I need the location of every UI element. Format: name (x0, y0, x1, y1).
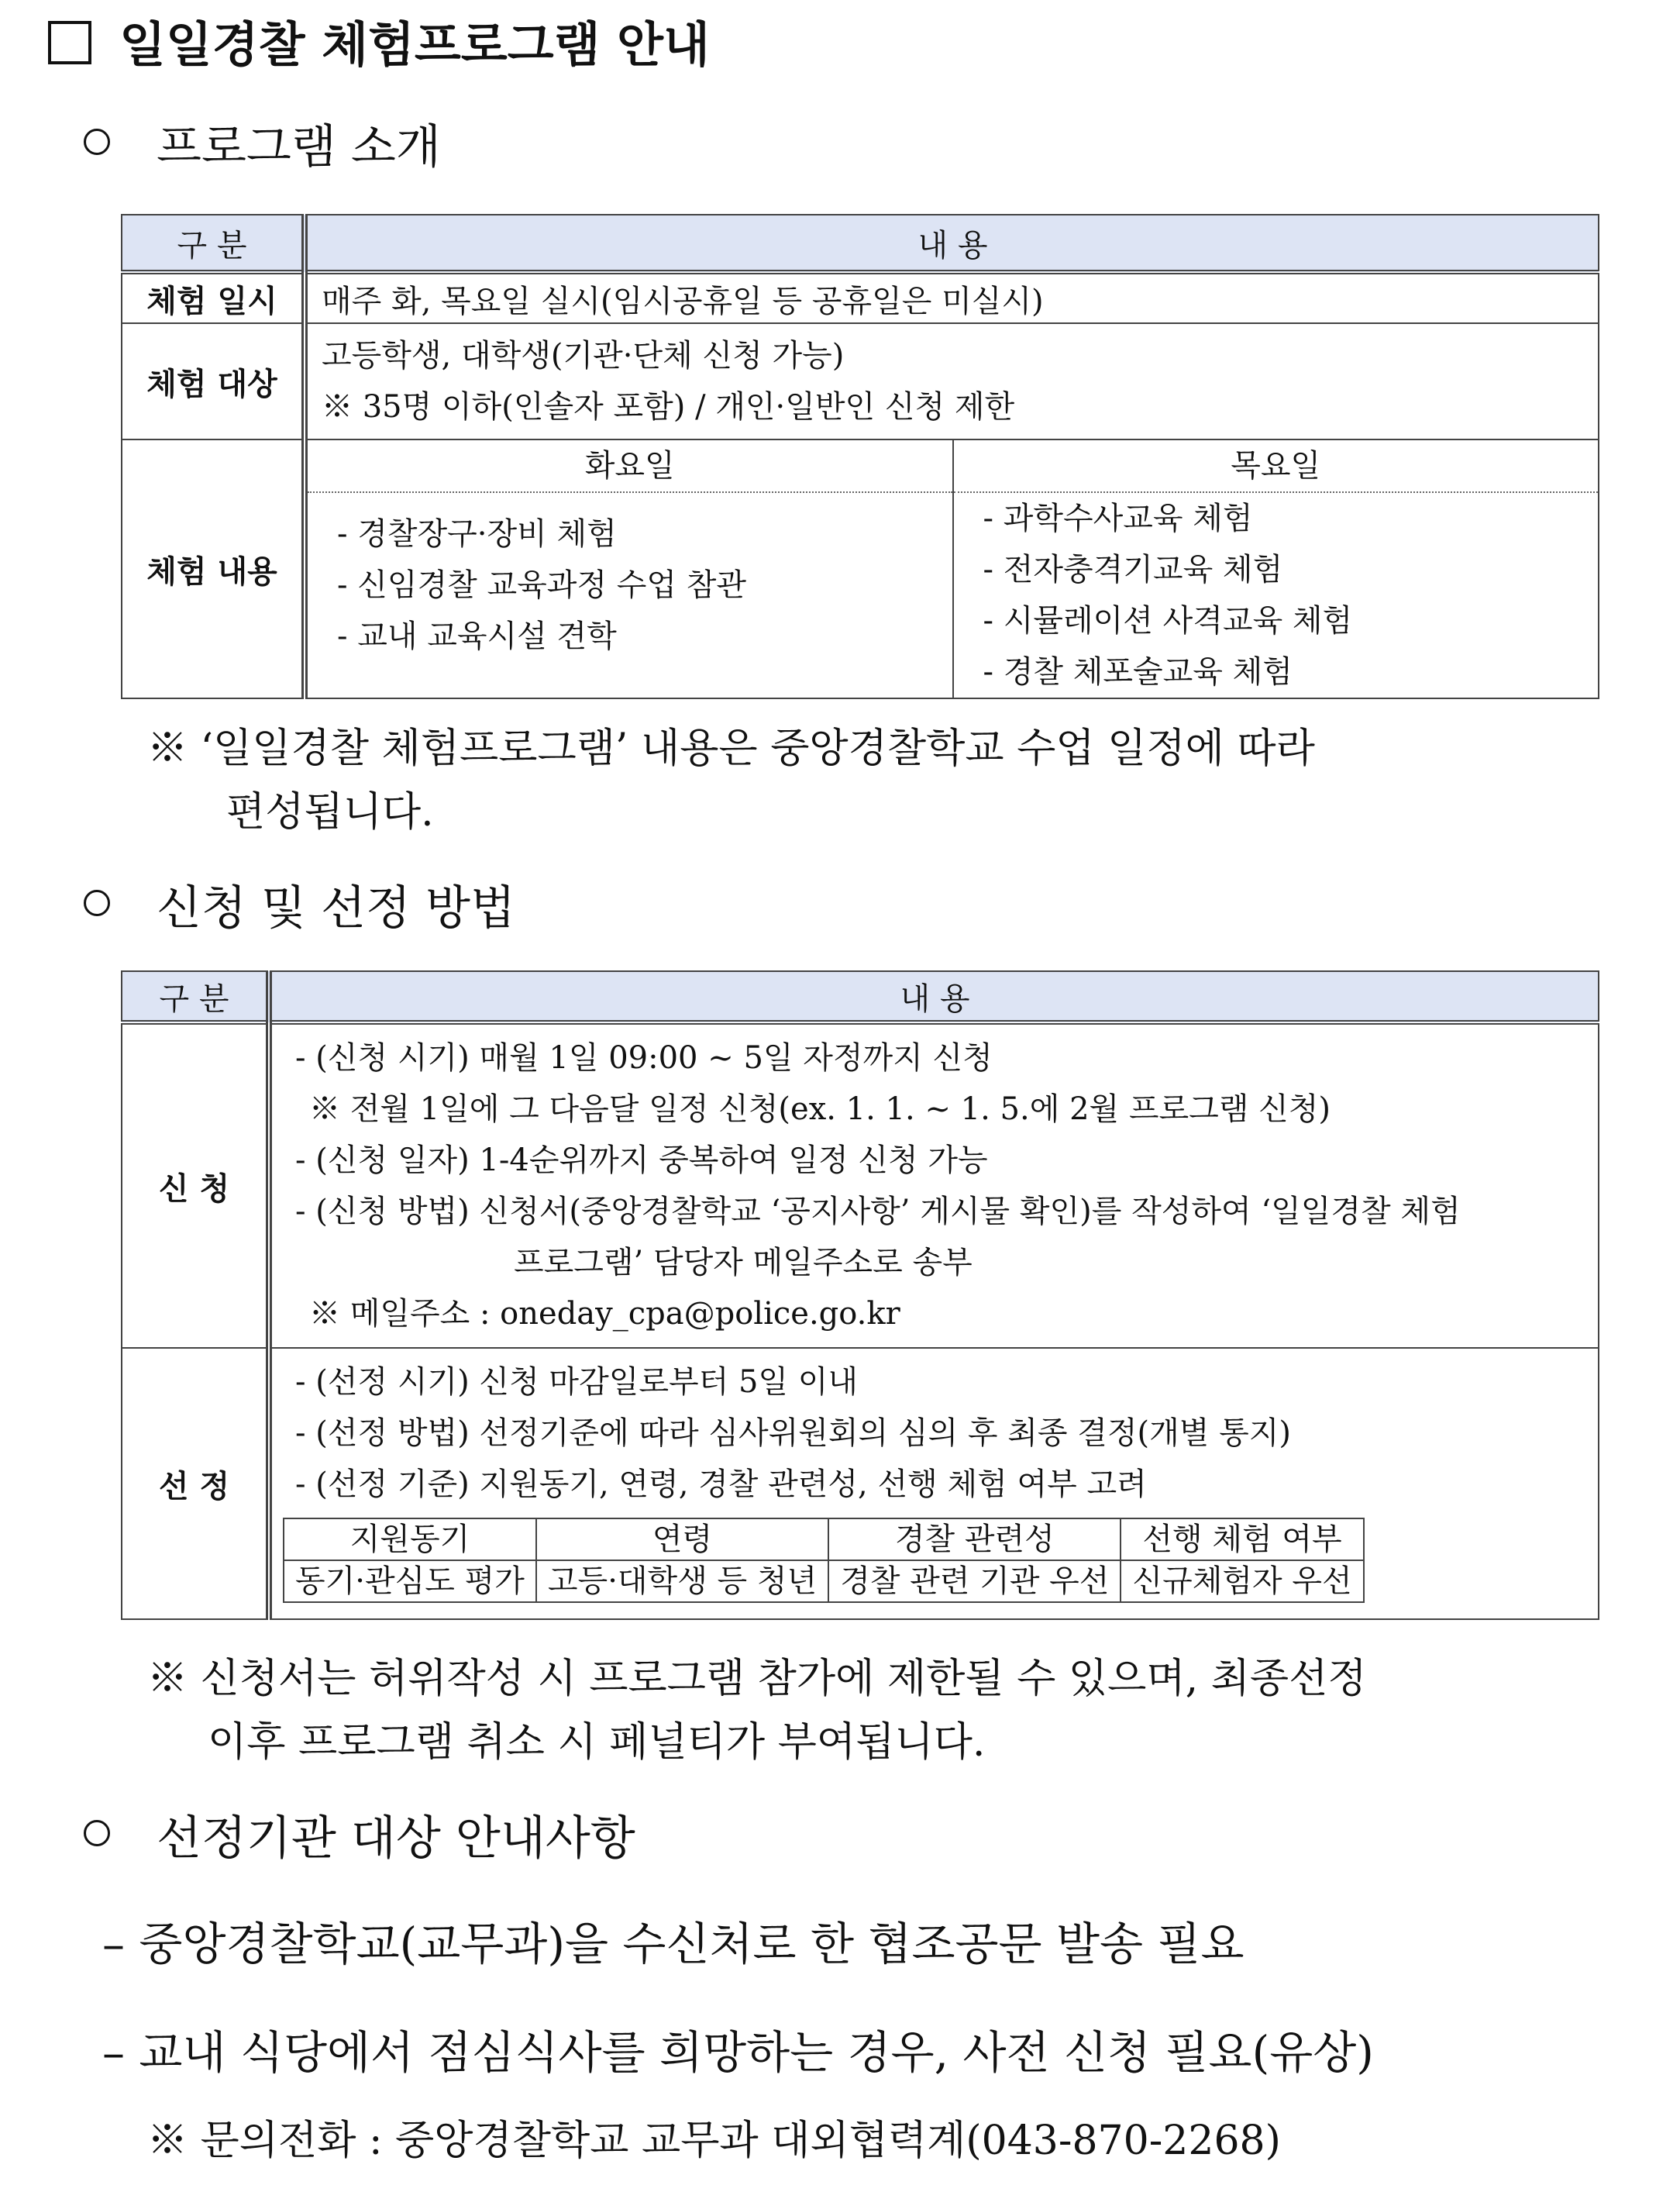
target-cell (305, 323, 1599, 439)
thursday-column (952, 440, 1599, 698)
apply-select-table (121, 970, 1599, 1620)
criteria-header: 연령 (536, 1518, 828, 1560)
schedule-text: 매주 화, 목요일 실시(임시공휴일 등 공휴일은 미실시) (305, 272, 1599, 323)
table1-header-category: 구 분 (122, 215, 305, 272)
apply-line: - (신청 방법) 신청서(중앙경찰학교 ‘공지사항’ 게시물 확인)를 작성하여 ‘일일경찰 체험 (295, 1194, 1461, 1229)
thu-item: - 과학수사교육 체험 (983, 501, 1253, 536)
table2-header-content: 내 용 (269, 971, 1599, 1022)
schedule-label: 체험 일시 (122, 272, 305, 323)
apply-line: - (신청 시기) 매월 1일 09:00 ~ 5일 자정까지 신청 (295, 1040, 993, 1076)
section2-note-line1: ※ 신청서는 허위작성 시 프로그램 참가에 제한될 수 있으며, 최종선정 (147, 1656, 1367, 1702)
section3-heading-text: 선정기관 대상 안내사항 (157, 1811, 635, 1866)
target-line2: ※ 35명 이하(인솔자 포함) / 개인·일반인 신청 제한 (322, 389, 1015, 425)
select-line: - (선정 시기) 신청 마감일로부터 5일 이내 (295, 1364, 859, 1400)
tue-item: - 교내 교육시설 견학 (337, 619, 617, 654)
content-label: 체험 내용 (122, 439, 305, 698)
section3-heading (84, 1808, 635, 1870)
section2-heading-text: 신청 및 선정 방법 (157, 881, 515, 936)
section1-heading-text: 프로그램 소개 (157, 120, 441, 174)
apply-cell (269, 1022, 1599, 1348)
section2-note-line2: 이후 프로그램 취소 시 페널티가 부여됩니다. (208, 1719, 986, 1766)
criteria-value: 경찰 관련 기관 우선 (828, 1560, 1121, 1602)
tuesday-heading: 화요일 (308, 440, 952, 493)
select-line: - (선정 기준) 지원동기, 연령, 경찰 관련성, 선행 체험 여부 고려 (295, 1467, 1147, 1502)
contact-phone: ※ 문의전화 : 중앙경찰학교 교무과 대외협력계(043-870-2268) (147, 2118, 1281, 2164)
section2-heading (84, 877, 515, 939)
section3-item1: – 중앙경찰학교(교무과)을 수신처로 한 협조공문 발송 필요 (102, 1918, 1245, 1970)
tue-item: - 신임경찰 교육과정 수업 참관 (337, 567, 747, 603)
criteria-value: 동기·관심도 평가 (284, 1560, 536, 1602)
section1-note-line1: ※ ‘일일경찰 체험프로그램’ 내용은 중앙경찰학교 수업 일정에 따라 (147, 725, 1315, 772)
circle-bullet-icon (84, 890, 110, 916)
thu-item: - 경찰 체포술교육 체험 (983, 654, 1293, 690)
apply-email-line: ※ 메일주소 : oneday_cpa@police.go.kr (309, 1296, 900, 1332)
circle-bullet-icon (84, 129, 110, 155)
criteria-value: 신규체험자 우선 (1121, 1560, 1363, 1602)
criteria-header: 선행 체험 여부 (1121, 1518, 1363, 1560)
tue-item: - 경찰장구·장비 체험 (337, 516, 617, 552)
apply-label: 신 청 (122, 1022, 269, 1348)
criteria-header: 지원동기 (284, 1518, 536, 1560)
select-cell (269, 1348, 1599, 1619)
tuesday-column (308, 440, 952, 698)
thu-item: - 전자충격기교육 체험 (983, 552, 1283, 588)
checkbox-square-icon (48, 21, 91, 64)
content-cell (305, 439, 1599, 698)
page-title-text: 일일경찰 체험프로그램 안내 (119, 16, 710, 73)
circle-bullet-icon (84, 1820, 110, 1846)
program-intro-table (121, 214, 1599, 699)
table1-header-content: 내 용 (305, 215, 1599, 272)
select-line: - (선정 방법) 선정기준에 따라 심사위원회의 심의 후 최종 결정(개별 통지) (295, 1415, 1292, 1451)
apply-line: 프로그램’ 담당자 메일주소로 송부 (514, 1245, 973, 1280)
criteria-header: 경찰 관련성 (828, 1518, 1121, 1560)
page-title (48, 9, 710, 81)
section3-item2: – 교내 식당에서 점심식사를 희망하는 경우, 사전 신청 필요(유상) (102, 2026, 1374, 2079)
select-label: 선 정 (122, 1348, 269, 1619)
thu-item: - 시뮬레이션 사격교육 체험 (983, 603, 1353, 639)
target-line1: 고등학생, 대학생(기관·단체 신청 가능) (322, 338, 845, 374)
criteria-value: 고등·대학생 등 청년 (536, 1560, 828, 1602)
apply-line: ※ 전월 1일에 그 다음달 일정 신청(ex. 1. 1. ~ 1. 5.에 2월 프로그램 신청) (309, 1091, 1331, 1127)
criteria-table (283, 1518, 1365, 1603)
section1-note-line2: 편성됩니다. (226, 789, 434, 836)
section1-heading (84, 116, 441, 178)
thursday-heading: 목요일 (954, 440, 1599, 493)
apply-line: - (신청 일자) 1-4순위까지 중복하여 일정 신청 가능 (295, 1143, 988, 1178)
table2-header-category: 구 분 (122, 971, 269, 1022)
target-label: 체험 대상 (122, 323, 305, 439)
